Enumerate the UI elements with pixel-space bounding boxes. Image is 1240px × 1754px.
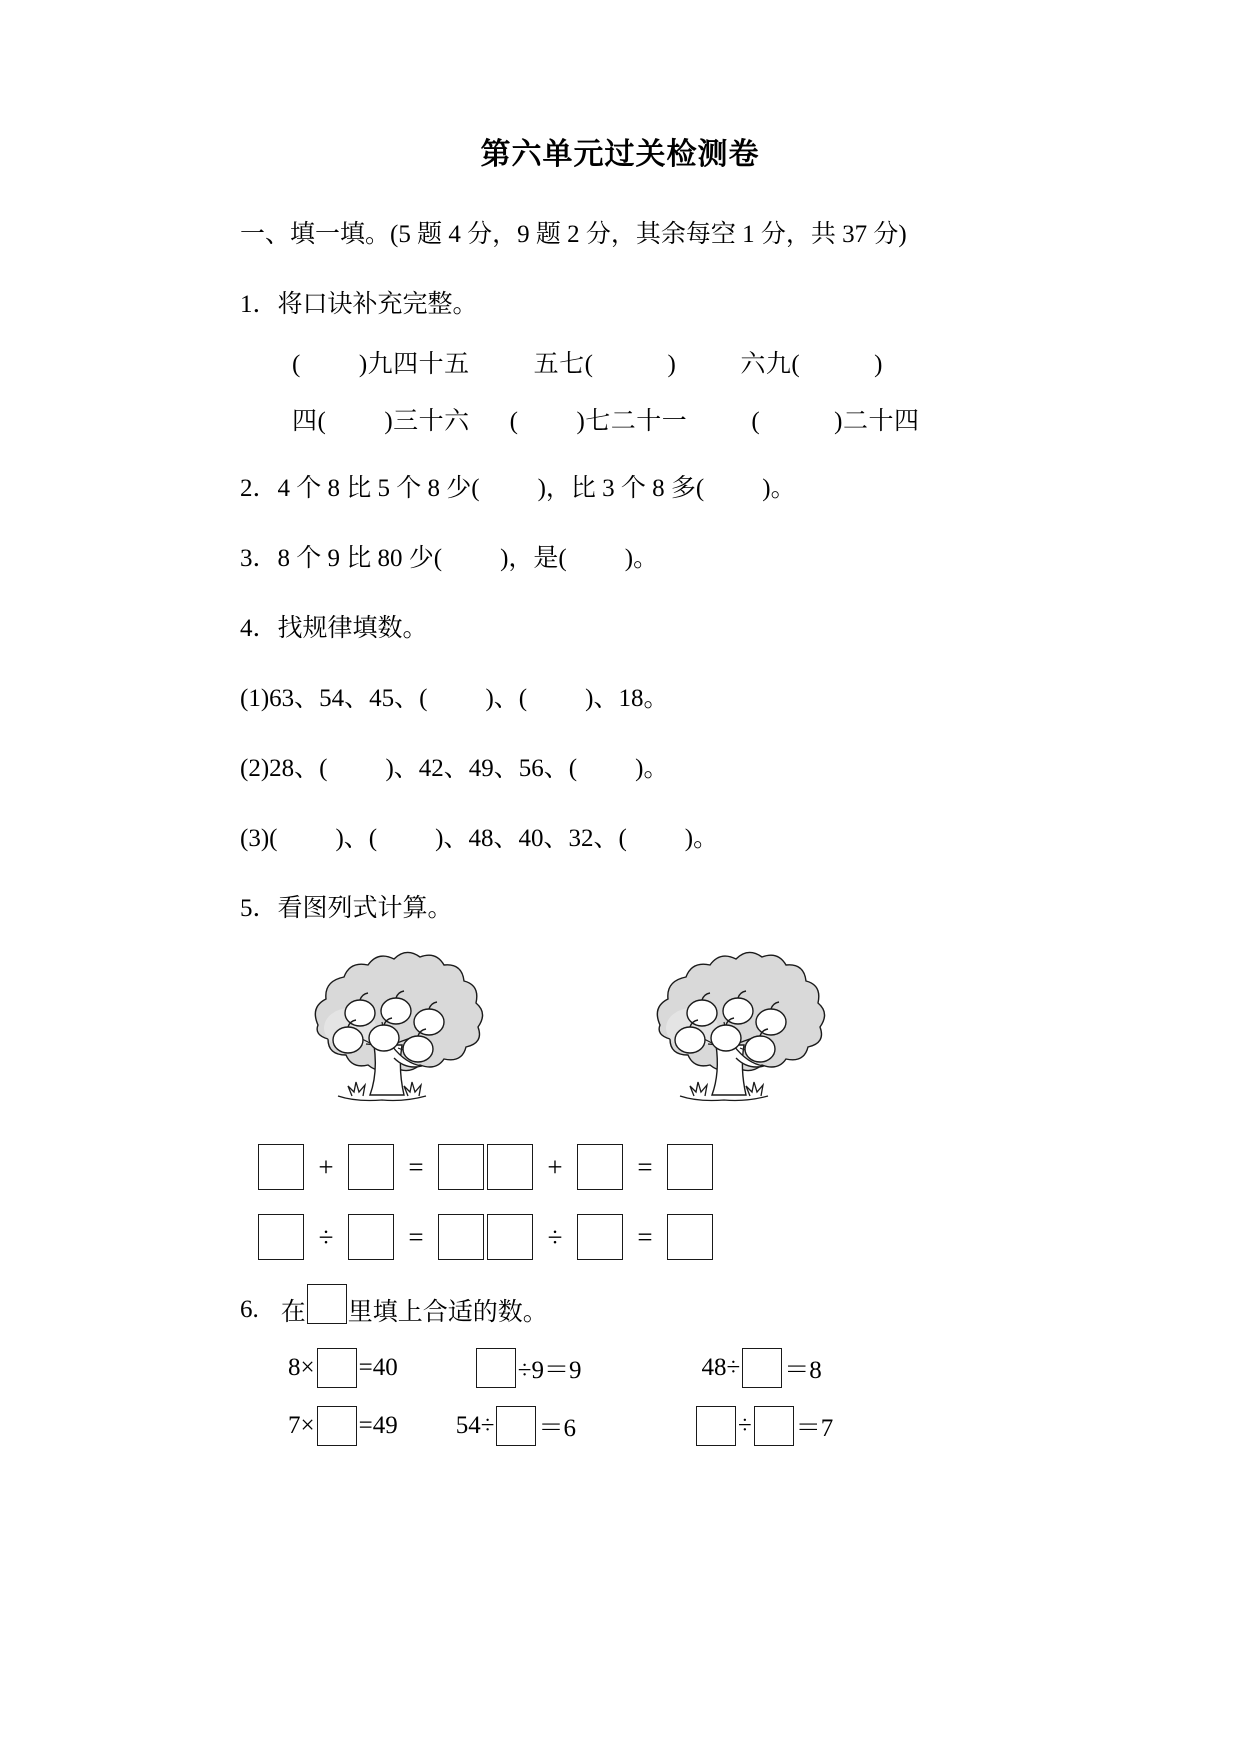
answer-box[interactable]: [496, 1406, 536, 1446]
q4-sub1-a: 63、54、45、(: [269, 685, 428, 712]
apple-tree-icon-right: [630, 950, 860, 1115]
q6-r1-c3: [701, 1348, 821, 1388]
q6-r1-c3-suffix: ＝8: [784, 1357, 822, 1384]
apple-tree-icon-left: [288, 950, 518, 1115]
question-1-row-1: [240, 352, 1000, 377]
q6-r2-c2-suffix: ＝6: [538, 1415, 576, 1442]
q6-r1-c2-suffix: ÷9＝9: [517, 1357, 582, 1384]
q6-r2-c1-suffix: =49: [358, 1412, 398, 1439]
q4-sub2-c: )。: [635, 755, 669, 782]
q2-part2: )，比 3 个 8 多(: [537, 475, 705, 502]
answer-box[interactable]: [258, 1214, 304, 1260]
worksheet-content: [240, 214, 1000, 1446]
q3-part2: )，是(: [500, 545, 567, 572]
q1-r1-b-open: 五七(: [533, 351, 594, 378]
question-5-prompt: [240, 888, 1000, 924]
question-6-equation-grid: [240, 1348, 1000, 1446]
q1-r2-c-open: (: [751, 408, 761, 435]
q1-r1-c-close: ): [874, 351, 883, 378]
q6-text-before: 在: [280, 1299, 306, 1326]
question-4-sub-2: [240, 748, 1000, 784]
answer-box[interactable]: [487, 1214, 533, 1260]
q1-r2-b-open: (: [509, 408, 519, 435]
q1-r2-b-close: )七二十一: [576, 408, 688, 435]
q3-part3: )。: [624, 545, 659, 572]
q4-sub3-d: )。: [684, 825, 719, 852]
q4-sub2-b: )、42、49、56、(: [385, 755, 578, 782]
question-3: [240, 538, 1000, 574]
q1-r2-c-close: )二十四: [834, 408, 920, 435]
q6-r2-c2-prefix: 54÷: [455, 1412, 495, 1439]
q6-r1-c2: [474, 1348, 582, 1388]
q1-r1-a-close: )九四十五: [358, 351, 470, 378]
q4-sub1-b: )、(: [485, 685, 528, 712]
q1-r2-a-open: 四(: [292, 408, 327, 435]
operator-divide: ÷: [547, 1222, 563, 1252]
q4-sub3-c: )、48、40、32、(: [435, 825, 627, 852]
q4-sub3-a: (: [269, 825, 278, 852]
q6-r2-c3-suffix: ＝7: [795, 1415, 834, 1442]
question-4-text: 找规律填数。: [277, 615, 428, 642]
operator-equals: =: [408, 1222, 424, 1252]
question-3-number: 3．: [240, 545, 278, 572]
q6-r2-c3: [694, 1406, 833, 1446]
q6-r1-c1-prefix: 8×: [288, 1354, 315, 1381]
answer-box[interactable]: [667, 1144, 713, 1190]
question-6-row-1: [288, 1348, 1000, 1388]
page-title: 第六单元过关检测卷: [480, 137, 760, 172]
question-1-number: 1．: [240, 291, 278, 318]
q6-r2-c1: [288, 1406, 398, 1446]
answer-box[interactable]: [438, 1214, 484, 1260]
operator-equals: =: [408, 1152, 424, 1182]
answer-box[interactable]: [348, 1214, 394, 1260]
q4-sub3-label: (3): [240, 825, 270, 852]
answer-box[interactable]: [742, 1348, 782, 1388]
answer-box[interactable]: [307, 1284, 347, 1324]
answer-box[interactable]: [476, 1348, 516, 1388]
question-5-number: 5．: [240, 895, 278, 922]
q1-r1-c-open: 六九(: [740, 351, 801, 378]
question-6-prompt: [240, 1290, 1000, 1330]
question-6-row-2: [288, 1406, 1000, 1446]
question-5-text: 看图列式计算。: [277, 895, 453, 922]
q2-part1: 4 个 8 比 5 个 8 少(: [277, 475, 480, 502]
operator-plus: +: [547, 1152, 563, 1182]
q6-r2-c1-prefix: 7×: [288, 1412, 315, 1439]
q6-text-after: 里填上合适的数。: [347, 1299, 548, 1326]
question-4-sub-1: [240, 678, 1000, 714]
question-5-equation-row-division: [240, 1214, 1000, 1260]
question-5-equation-row-addition: [240, 1144, 1000, 1190]
question-1-text: 将口诀补充完整。: [277, 291, 478, 318]
answer-box[interactable]: [577, 1144, 623, 1190]
question-4-sub-3: [240, 818, 1000, 854]
q6-r1-c1-suffix: =40: [358, 1354, 398, 1381]
answer-box[interactable]: [438, 1144, 484, 1190]
operator-equals: =: [637, 1222, 653, 1252]
question-2-number: 2．: [240, 475, 278, 502]
q1-r1-b-close: ): [667, 351, 677, 378]
q6-r1-c3-prefix: 48÷: [701, 1354, 741, 1381]
q2-part3: )。: [762, 475, 796, 502]
q4-sub2-label: (2): [240, 755, 270, 782]
q4-sub1-label: (1): [240, 685, 270, 712]
question-4-number: 4．: [240, 615, 278, 642]
operator-equals: =: [637, 1152, 653, 1182]
answer-box[interactable]: [258, 1144, 304, 1190]
answer-box[interactable]: [577, 1214, 623, 1260]
question-5-figures: [240, 950, 1000, 1120]
answer-box[interactable]: [487, 1144, 533, 1190]
answer-box[interactable]: [754, 1406, 794, 1446]
question-1-prompt: [240, 284, 1000, 320]
answer-box[interactable]: [348, 1144, 394, 1190]
answer-box[interactable]: [317, 1348, 357, 1388]
q6-r1-c1: [288, 1348, 398, 1388]
question-6-number: 6.: [240, 1296, 259, 1323]
question-4-prompt: [240, 608, 1000, 644]
answer-box[interactable]: [667, 1214, 713, 1260]
q4-sub2-a: 28、(: [269, 755, 328, 782]
section-one-heading: 一、填一填。(5 题 4 分，9 题 2 分，其余每空 1 分，共 37 分): [240, 221, 907, 248]
q1-r2-a-close: )三十六: [384, 408, 470, 435]
operator-plus: +: [318, 1152, 334, 1182]
q6-r2-c2: [456, 1406, 576, 1446]
q6-r2-c3-middle: ÷: [737, 1412, 752, 1439]
answer-box[interactable]: [696, 1406, 736, 1446]
q1-r1-a-open: (: [292, 351, 301, 378]
q3-part1: 8 个 9 比 80 少(: [277, 545, 443, 572]
q4-sub1-c: )、18。: [585, 685, 669, 712]
operator-divide: ÷: [318, 1222, 334, 1252]
q4-sub3-b: )、(: [335, 825, 378, 852]
question-2: [240, 468, 1000, 504]
answer-box[interactable]: [317, 1406, 357, 1446]
question-1-row-2: [240, 409, 1000, 434]
